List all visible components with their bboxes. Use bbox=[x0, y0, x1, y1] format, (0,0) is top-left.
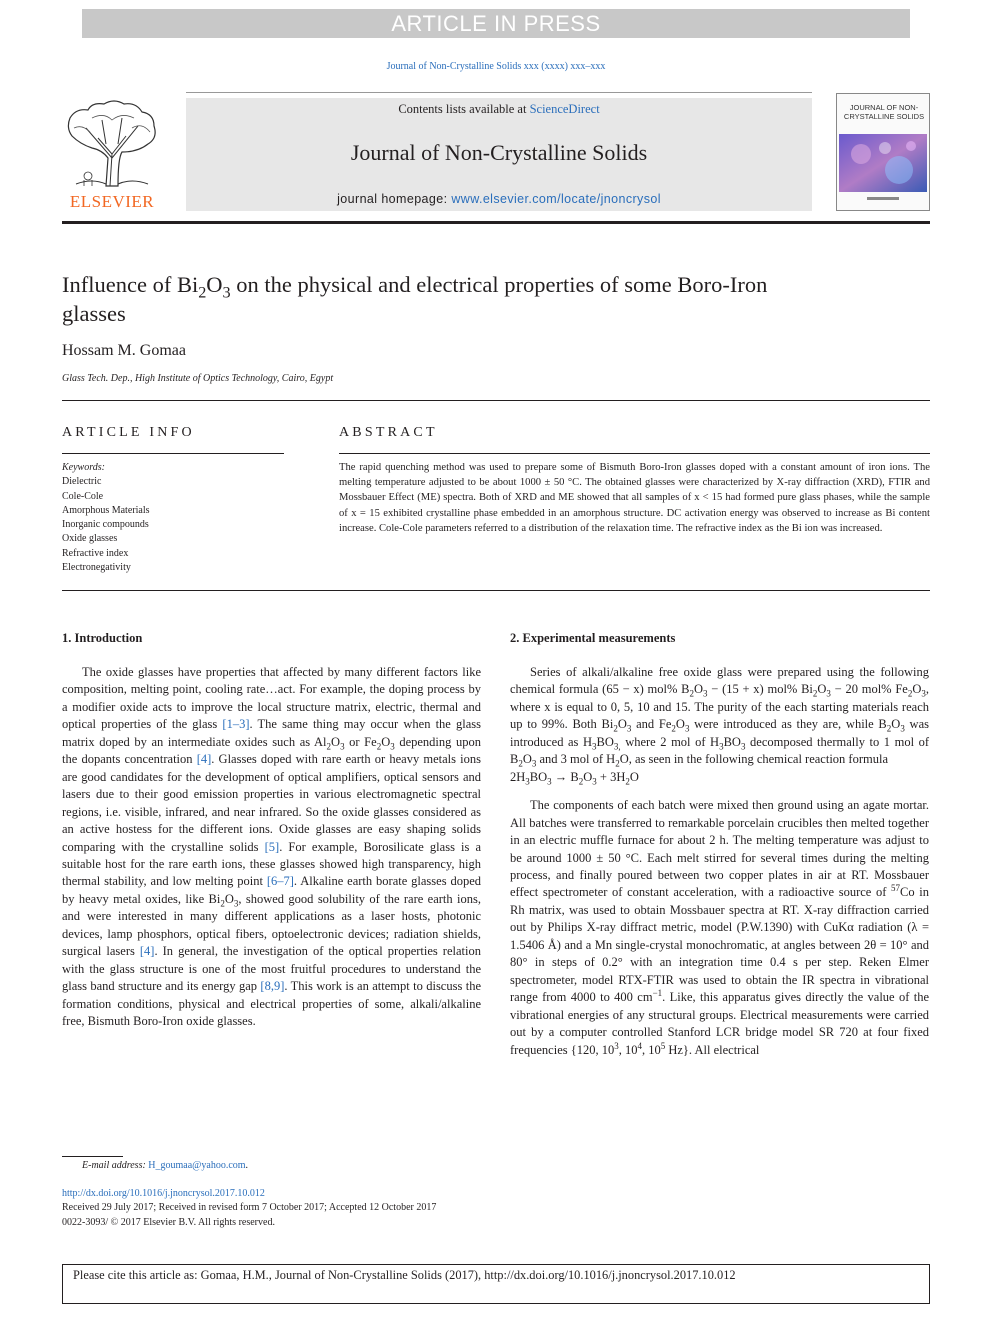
citation-link[interactable]: [4] bbox=[139, 944, 155, 959]
copyright-line: 0022-3093/ © 2017 Elsevier B.V. All rights reserved. bbox=[62, 1216, 275, 1228]
citation-box bbox=[62, 1264, 930, 1304]
contents-prefix: Contents lists available at bbox=[398, 102, 530, 116]
chemical-equation: $2H_3BO_3 \to B_2O_3 + 3H_2O$ bbox=[510, 769, 639, 787]
keywords-list bbox=[62, 461, 150, 575]
elsevier-logo[interactable] bbox=[62, 98, 162, 211]
abstract-rule bbox=[339, 453, 930, 454]
section-1-title: 1. Introduction bbox=[62, 631, 143, 645]
section-2-title: 2. Experimental measurements bbox=[510, 631, 676, 645]
citation-link[interactable]: [5] bbox=[264, 839, 280, 854]
affiliation-rule bbox=[62, 400, 930, 401]
author-affiliation: Glass Tech. Dep., High Institute of Optics Technology, Cairo, Egypt bbox=[62, 373, 334, 384]
citation-link[interactable]: [6–7] bbox=[266, 874, 294, 889]
abstract-bottom-rule bbox=[62, 590, 930, 591]
journal-cover-thumbnail[interactable] bbox=[836, 93, 930, 211]
masthead-top-rule bbox=[186, 92, 812, 93]
introduction-column bbox=[62, 664, 481, 1031]
journal-homepage bbox=[186, 192, 812, 206]
cover-footer-bar bbox=[867, 197, 899, 200]
title-text-2: O bbox=[206, 272, 223, 297]
keyword-item: Amorphous Materials bbox=[62, 504, 150, 516]
intro-paragraph: The oxide glasses have properties that affected by many different factors like composition, melting point, cooling rate…act. For example, the doping process by a modifier oxide acts to improve the local structure matrix, electric, thermal and optical properties of the glass [1–3]. The same thing may occur when the glass matrix doped by an intermediate oxides such as $Al_2O_3$ or $Fe_2O_3$ depending upon the dopants concentration [4]. Glasses doped with rare earth or heavy metals ions are good candidates for the development of optical amplifiers, optical sensors and lasers due to their good emission properties in various electromagnetic spectral regions, i.e. visible, infrared, and near infrared. So the oxide glasses considered as an active hostess for the different ions. Oxide glasses are easy shaping solids comparing with the crystalline solids [5]. For example, Borosilicate glass is a suitable host for the rare earth ions, these glasses showed high transparency, high thermal stability, and low melting point [6–7]. Alkaline earth borate glasses doped by heavy metal oxides, like $Bi_2O_3$, showed good solubility of the rare earth ions, and were interested in many different applications as a laser hosts, photonic devices, lamp phosphors, optical fibers, optoelectronic devices; radiation shields, surgical lasers [4]. In general, the investigation of the optical properties relation with the glass structure is one of the most fruitful procedures to understand the glass band structure and its energy gap [8,9]. This work is an attempt to discuss the formation conditions, physical and electrical properties of some, alkali/alkaline free, Bismuth Boro-Iron oxide glasses. bbox=[62, 665, 482, 1029]
citation-link[interactable]: [1–3] bbox=[222, 717, 250, 732]
article-info-heading: ARTICLE INFO bbox=[62, 425, 195, 440]
citation-text[interactable]: Please cite this article as: Gomaa, H.M., Journal of Non-Crystalline Solids (2017), http://dx.doi.org/10.1016/j.jnoncrysol.2017.10.012 bbox=[73, 1268, 736, 1282]
abstract-text: The rapid quenching method was used to prepare some of Bismuth Boro-Iron glasses doped with a constant amount of iron ions. The melting temperature adjusted to be about 1000 ± 50 °C. The obtained glasses were characterized by X-ray diffraction (XRD), FTIR and Mossbauer Effect (ME) spectra. Both of XRD and ME showed that all samples of x < 15 had formed pure glass phases, while the sample of x = 15 exhibited crystalline phase embedded in an amorphous structure. DC activation energy was observed to increase as Bi content increase. Cole-Cole parameters referred to a distribution of the relaxation time. The refractive index as the Bi ion was increased. bbox=[339, 462, 930, 534]
homepage-link[interactable]: www.elsevier.com/locate/jnoncrysol bbox=[451, 192, 661, 206]
title-text-3: on the physical and electrical properties of some Boro-Iron glasses bbox=[62, 272, 768, 326]
elsevier-wordmark: ELSEVIER bbox=[69, 192, 155, 211]
email-footnote: E-mail address: H_goumaa@yahoo.com. bbox=[82, 1160, 249, 1171]
citation-link[interactable]: [4] bbox=[196, 752, 212, 767]
keywords-label: Keywords: bbox=[62, 462, 105, 473]
title-text-1: Influence of Bi bbox=[62, 272, 199, 297]
keyword-item: Electronegativity bbox=[62, 562, 131, 574]
keyword-item: Refractive index bbox=[62, 547, 129, 559]
author-name[interactable]: Hossam M. Gomaa bbox=[62, 342, 186, 359]
cover-artwork-icon bbox=[839, 134, 927, 192]
keyword-item: Dielectric bbox=[62, 476, 102, 488]
author-email-link[interactable]: H_goumaa@yahoo.com bbox=[148, 1160, 246, 1171]
experimental-paragraph-1: Series of alkali/alkaline free oxide glass were prepared using the following chemical formula (65 − x) mol% $B_2O_3 - (15 + x)$ mol% $Bi_2O_3 - 20$ mol% $Fe_2O_3$, where x is equal to 0, 5, 10 and 15. The purity of the each starting materials reach up to 99%. Both $Bi_2O_3$ and $Fe_2O_3$ were introduced as they are, while $B_2O_3$ was introduced as $H_3BO_{3,}$ where 2 mol of $H_3BO_3$ decomposed thermally to 1 mol of $B_2O_3$ and 3 mol of $H_2O$, as seen in the following chemical reaction formula bbox=[510, 665, 930, 769]
experimental-column bbox=[510, 664, 929, 1059]
email-label: E-mail address: bbox=[82, 1160, 149, 1171]
masthead-bottom-rule bbox=[62, 221, 930, 224]
article-in-press-banner: ARTICLE IN PRESS bbox=[82, 9, 910, 38]
publication-info bbox=[62, 1187, 436, 1230]
keyword-item: Inorganic compounds bbox=[62, 519, 149, 531]
journal-name: Journal of Non-Crystalline Solids bbox=[350, 140, 648, 165]
experimental-paragraph-2: The components of each batch were mixed then ground using an agate mortar. All batches were transferred to remarkable porcelain crucibles then melted together in an electric muffle furnace for about 2 h. The melting temperature was adjust to be around 1000 ± 50 °C. Each melt stirred for several times during the melting process, and finally poured between two copper plates in air at RT. Mossbauer effect spectrometer of constant acceleration, with a radioactive source of $^{57}$Co in Rh matrix, was used to obtain Mossbauer spectra at RT. X-ray diffraction carried out by Philips X-ray diffract metric, model (P.W.1390) with CuKα radiation (λ = 1.5406 Å) and a Mn single-crystal monochromatic, at angles between 2θ = 10° and 80° in steps of 0.2° with an integration time 0.4 s per step. Reken Elmer spectrometer, model RTX-FTIR was used to obtain the IR spectra in vibrational range from 4000 to 400 $cm^{-1}$. Like, this apparatus gives directly the value of the vibrational energies of any structural groups. Electrical measurements were carried out by a computer controlled Stanford LCR bridge model SR 720 at four fixed frequencies {120, $10^3$, $10^4$, $10^5$ Hz}. All electrical bbox=[510, 798, 929, 1057]
journal-masthead bbox=[186, 98, 812, 211]
article-title bbox=[62, 270, 822, 328]
journal-reference-link[interactable]: Journal of Non-Crystalline Solids xxx (xxxx) xxx–xxx bbox=[386, 61, 606, 72]
footnote-rule bbox=[62, 1156, 123, 1157]
article-info-rule bbox=[62, 453, 284, 454]
abstract-heading: ABSTRACT bbox=[339, 425, 438, 440]
keyword-item: Cole-Cole bbox=[62, 490, 104, 502]
contents-line bbox=[186, 102, 812, 117]
keyword-item: Oxide glasses bbox=[62, 533, 118, 545]
title-sub-1: 2 bbox=[198, 283, 207, 302]
title-sub-2: 3 bbox=[222, 283, 231, 302]
homepage-prefix: journal homepage: bbox=[337, 192, 452, 206]
sciencedirect-link[interactable]: ScienceDirect bbox=[529, 102, 600, 116]
elsevier-tree-icon bbox=[62, 98, 162, 190]
citation-link[interactable]: [8,9] bbox=[260, 979, 285, 994]
doi-link[interactable]: http://dx.doi.org/10.1016/j.jnoncrysol.2017.10.012 bbox=[62, 1188, 265, 1199]
cover-title: JOURNAL OF NON-CRYSTALLINE SOLIDS bbox=[843, 103, 925, 121]
publication-history: Received 29 July 2017; Received in revised form 7 October 2017; Accepted 12 October 2017 bbox=[62, 1202, 437, 1214]
